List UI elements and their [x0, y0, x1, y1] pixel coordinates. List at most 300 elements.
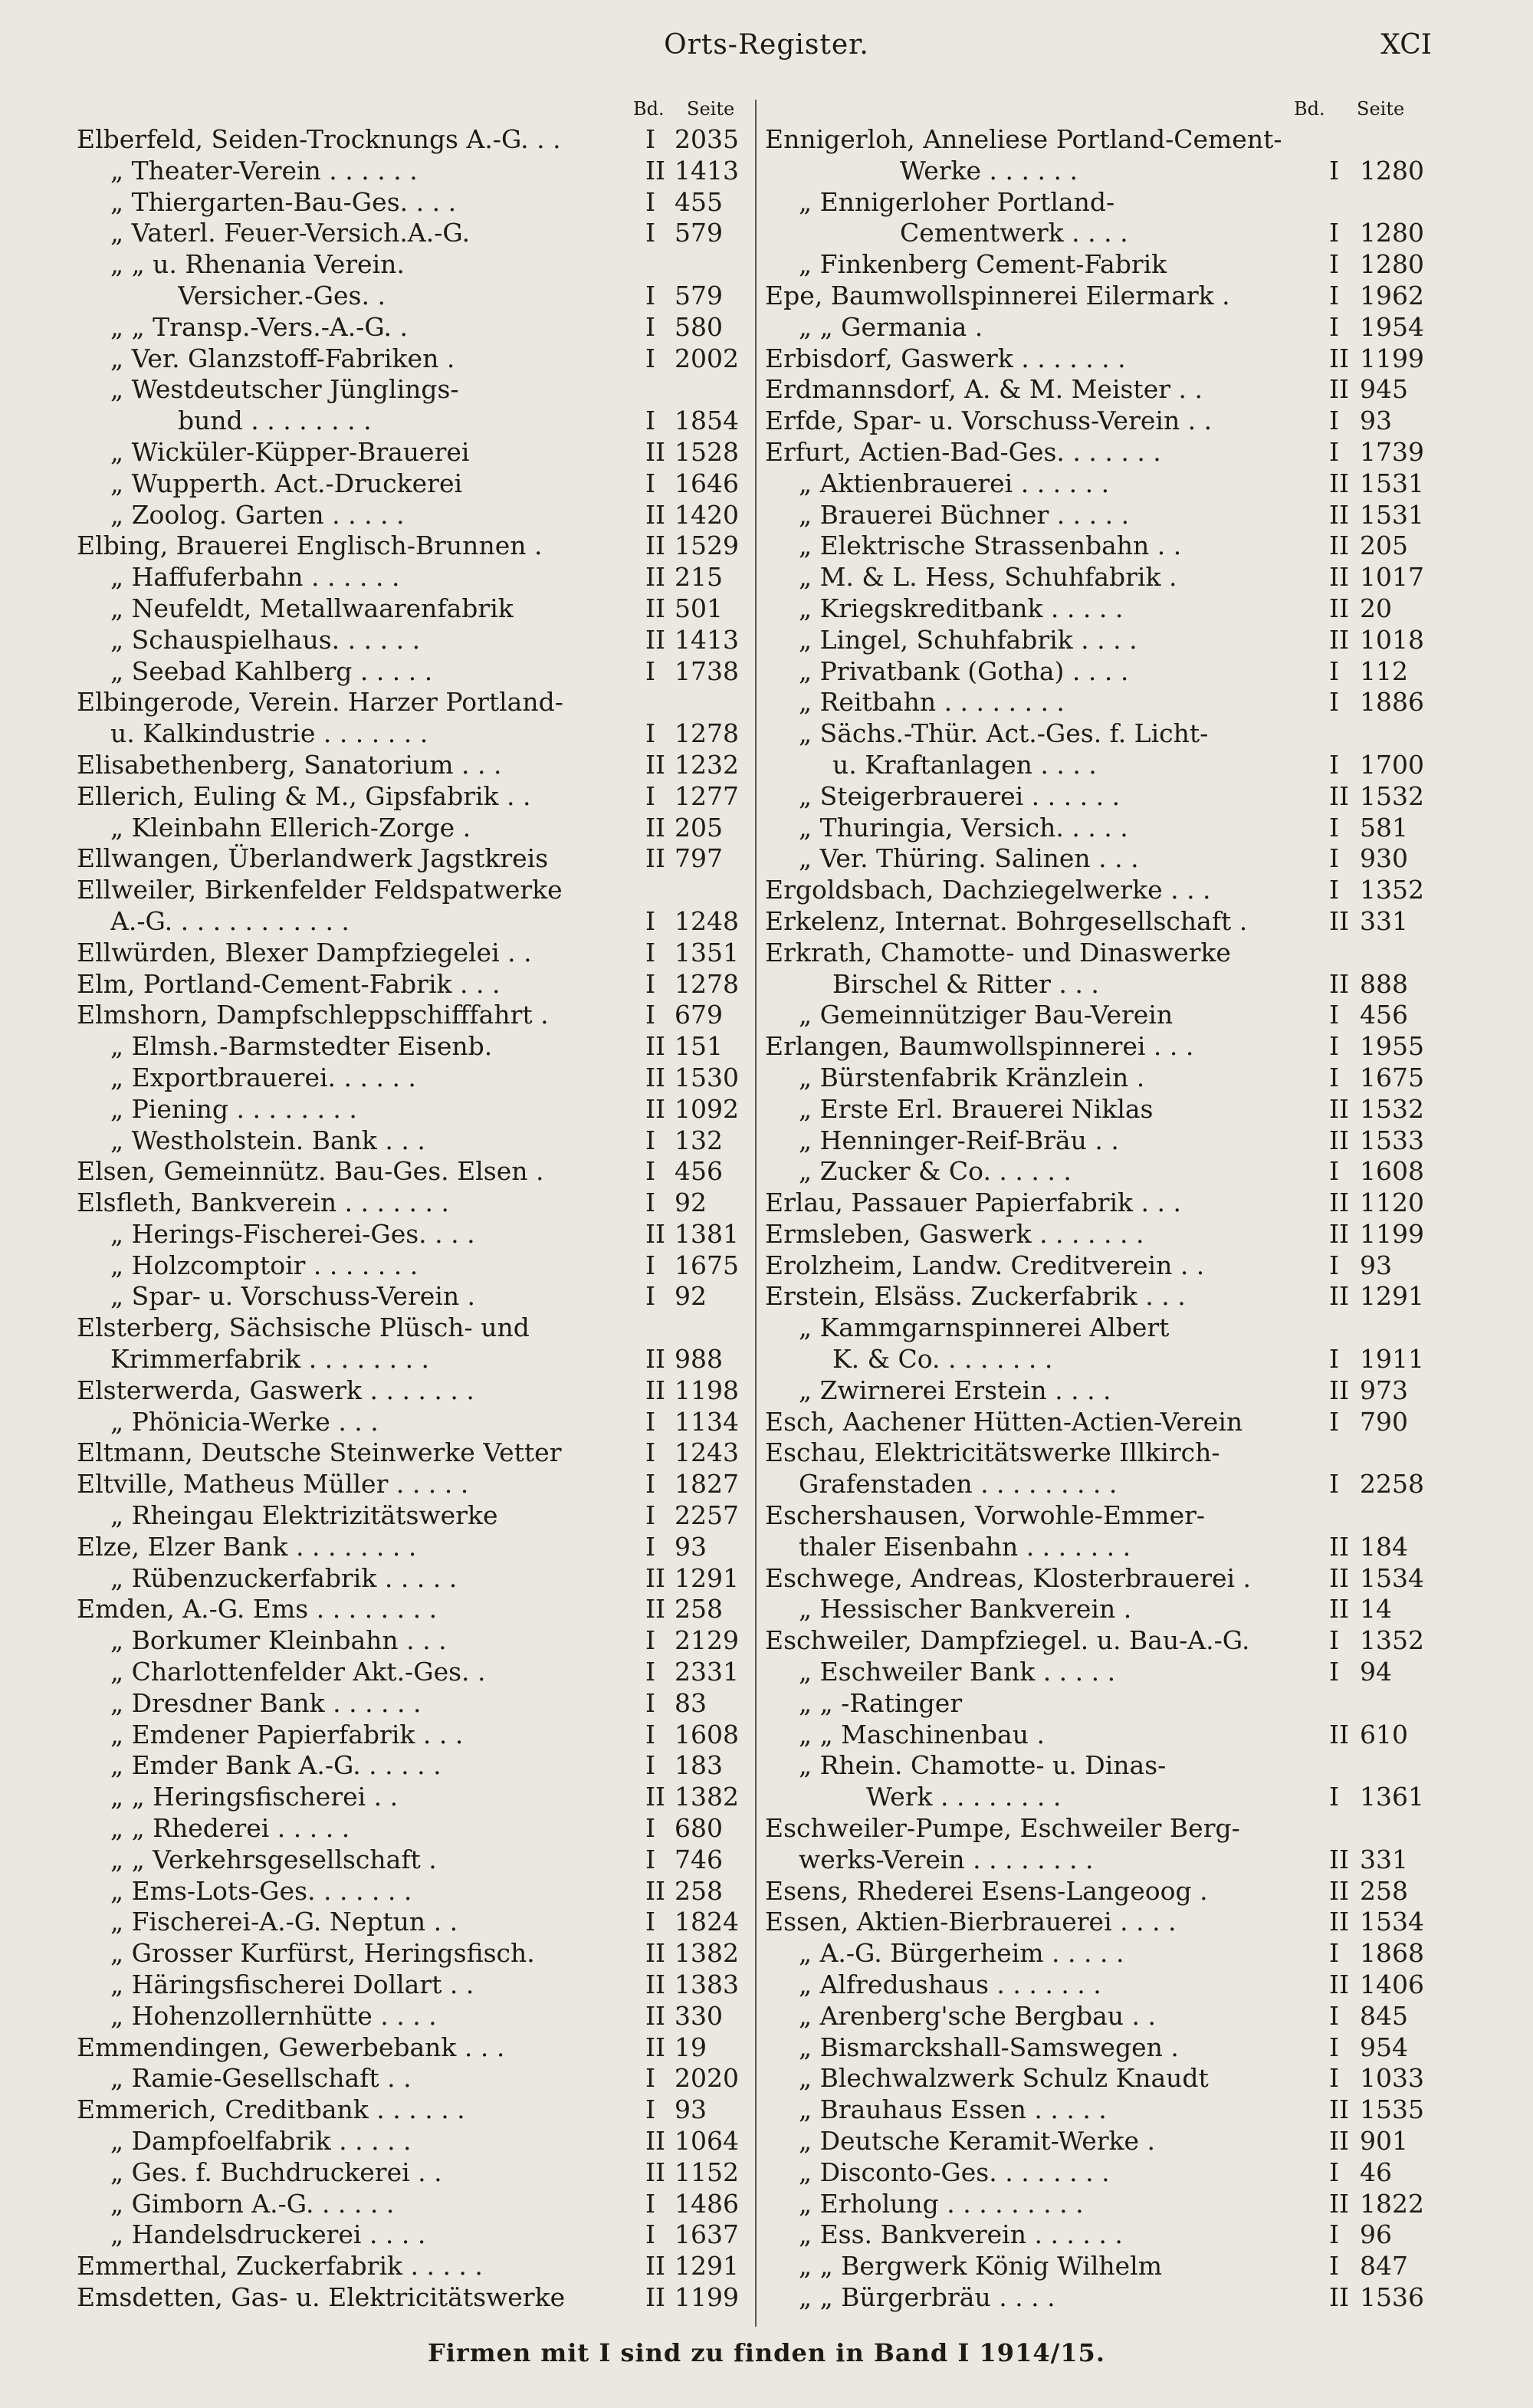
entry-text: Elsterwerda, Gaswerk . . . . . . . [77, 1375, 474, 1405]
entry-text: „ Zoolog. Garten . . . . . [110, 499, 405, 530]
entry-text: „ Alfredushaus . . . . . . . [799, 1969, 1101, 2000]
bd-column-label: Bd. [633, 98, 665, 120]
entry-page: 901 [1360, 2126, 1408, 2156]
entry-volume: II [645, 1062, 666, 1092]
entry-page: 1530 [675, 1062, 739, 1092]
entry-page: 258 [1360, 1875, 1408, 1906]
entry-volume: I [645, 1250, 656, 1280]
column-header [77, 98, 751, 124]
entry-text: „ „ -Ratinger [799, 1687, 963, 1718]
entry-page: 1277 [675, 780, 739, 811]
entry-page: 1532 [1360, 780, 1424, 811]
register-entry [765, 625, 1433, 656]
register-entry [765, 1594, 1433, 1625]
entry-volume: II [1329, 562, 1350, 593]
register-entry [77, 625, 751, 656]
entry-text: Ermsleben, Gaswerk . . . . . . . [765, 1218, 1144, 1249]
register-entry [765, 1720, 1433, 1751]
register-entry [77, 1094, 751, 1125]
register-entry [77, 2001, 751, 2032]
entry-page: 1886 [1360, 687, 1424, 718]
register-entry [765, 124, 1433, 156]
entry-text: Emmendingen, Gewerbebank . . . [77, 2032, 505, 2062]
entry-text: „ „ Verkehrsgesellschaft . [110, 1844, 437, 1874]
register-entry [765, 2189, 1433, 2220]
entry-text: Elmshorn, Dampfschleppschifffahrt . [77, 1000, 549, 1030]
register-entry [765, 938, 1433, 969]
entry-page: 1352 [1360, 875, 1424, 905]
register-entry [765, 843, 1433, 875]
entry-page: 1700 [1360, 749, 1424, 780]
register-entry [765, 1031, 1433, 1063]
entry-volume: II [1329, 1375, 1350, 1405]
entry-page: 1152 [675, 2157, 739, 2187]
entry-page: 92 [675, 1188, 707, 1218]
right-entry-list [765, 124, 1433, 2314]
entry-volume: I [1329, 812, 1340, 843]
entry-text: „ „ Heringsfischerei . . [110, 1782, 399, 1812]
entry-page: 1824 [675, 1907, 739, 1937]
entry-text: werks-Verein . . . . . . . . [799, 1844, 1094, 1874]
register-entry [77, 656, 751, 688]
entry-text: Elm, Portland-Cement-Fabrik . . . [77, 968, 501, 999]
entry-page: 1199 [1360, 1218, 1424, 1249]
entry-page: 1420 [675, 499, 739, 530]
entry-page: 456 [675, 1156, 723, 1187]
register-entry [765, 1750, 1433, 1782]
register-entry [765, 1500, 1433, 1532]
entry-text: Emsdetten, Gas- u. Elektricitätswerke [77, 2282, 566, 2312]
entry-text: Elsen, Gemeinnütz. Bau-Ges. Elsen . [77, 1156, 544, 1187]
register-entry [77, 1532, 751, 1563]
entry-text: Erdmannsdorf, A. & M. Meister . . [765, 374, 1203, 405]
entry-volume: II [1329, 905, 1350, 936]
entry-page: 888 [1360, 968, 1408, 999]
entry-text: „ Kriegskreditbank . . . . . [799, 593, 1124, 623]
seite-column-label: Seite [687, 98, 735, 120]
register-entry [765, 1845, 1433, 1876]
entry-volume: II [1329, 1844, 1350, 1874]
entry-page: 1352 [1360, 1625, 1424, 1656]
register-entry [765, 687, 1433, 718]
entry-page: 579 [675, 280, 723, 310]
entry-volume: I [645, 1437, 656, 1468]
entry-text: Werke . . . . . . [900, 155, 1078, 186]
entry-text: Erstein, Elsäss. Zuckerfabrik . . . [765, 1281, 1186, 1312]
entry-volume: I [1329, 875, 1340, 905]
entry-volume: II [645, 1594, 666, 1624]
register-entry [77, 687, 751, 718]
register-entry [765, 813, 1433, 844]
register-entry [765, 1000, 1433, 1031]
entry-text: Werk . . . . . . . . [866, 1782, 1062, 1812]
entry-text: „ Handelsdruckerei . . . . [110, 2219, 426, 2250]
entry-page: 1017 [1360, 562, 1424, 593]
register-entry [765, 1907, 1433, 1938]
entry-page: 1134 [675, 1406, 739, 1437]
entry-page: 1243 [675, 1437, 739, 1468]
entry-text: „ Seebad Kahlberg . . . . . [110, 655, 433, 686]
entry-volume: II [645, 812, 666, 843]
entry-volume: II [1329, 1531, 1350, 1562]
entry-text: thaler Eisenbahn . . . . . . . [799, 1531, 1131, 1562]
entry-page: 46 [1360, 2157, 1392, 2187]
entry-volume: II [645, 1031, 666, 1062]
register-entry [765, 1532, 1433, 1563]
entry-volume: II [1329, 1125, 1350, 1155]
register-entry [77, 1000, 751, 1031]
entry-text: Erlangen, Baumwollspinnerei . . . [765, 1031, 1194, 1062]
entry-volume: I [645, 968, 656, 999]
entry-volume: I [645, 1000, 656, 1030]
entry-volume: II [645, 2000, 666, 2031]
entry-text: Cementwerk . . . . [900, 218, 1128, 248]
entry-text: „ Thuringia, Versich. . . . . [799, 812, 1128, 843]
entry-text: Epe, Baumwollspinnerei Eilermark . [765, 280, 1230, 310]
register-entry [765, 1312, 1433, 1344]
register-entry [765, 906, 1433, 938]
entry-text: „ Neufeldt, Metallwaarenfabrik [110, 593, 514, 623]
entry-text: „ Gemeinnütziger Bau-Verein [799, 1000, 1174, 1030]
entry-text: „ Thiergarten-Bau-Ges. . . . [110, 186, 457, 217]
entry-page: 93 [675, 2094, 707, 2125]
right-column [765, 98, 1433, 2314]
entry-volume: II [645, 562, 666, 593]
entry-volume: II [1329, 2188, 1350, 2219]
entry-page: 1199 [675, 2282, 739, 2312]
entry-volume: II [645, 1938, 666, 1969]
entry-volume: II [645, 2157, 666, 2187]
entry-text: Erfde, Spar- u. Vorschuss-Verein . . [765, 406, 1213, 436]
entry-page: 1413 [675, 624, 739, 655]
entry-page: 680 [675, 1813, 723, 1844]
entry-page: 83 [675, 1687, 707, 1718]
entry-volume: II [645, 2126, 666, 2156]
register-entry [765, 281, 1433, 312]
entry-page: 1280 [1360, 249, 1424, 280]
register-entry [77, 781, 751, 813]
register-entry [765, 2001, 1433, 2032]
entry-volume: I [1329, 2157, 1340, 2187]
entry-volume: II [645, 1344, 666, 1375]
entry-text: „ Ems-Lots-Ges. . . . . . . [110, 1875, 412, 1906]
register-entry [765, 1688, 1433, 1720]
register-entry [765, 1969, 1433, 2001]
register-entry [765, 374, 1433, 406]
entry-text: „ Fischerei-A.-G. Neptun . . [110, 1907, 458, 1937]
entry-text: „ Gimborn A.-G. . . . . . [110, 2188, 395, 2219]
entry-volume: I [645, 1719, 656, 1749]
entry-page: 1955 [1360, 1031, 1424, 1062]
entry-volume: I [645, 1750, 656, 1781]
entry-text: Ellwangen, Überlandwerk Jagstkreis [77, 843, 549, 874]
register-entry [765, 2251, 1433, 2282]
entry-page: 790 [1360, 1406, 1408, 1437]
entry-volume: II [1329, 1969, 1350, 2000]
entry-page: 2258 [1360, 1469, 1424, 1500]
entry-text: Ellwürden, Blexer Dampfziegelei . . [77, 937, 532, 967]
entry-page: 1351 [675, 937, 739, 967]
register-entry [765, 781, 1433, 813]
register-entry [765, 1407, 1433, 1438]
entry-text: Krimmerfabrik . . . . . . . . [110, 1344, 430, 1375]
register-entry [77, 187, 751, 218]
entry-text: Esch, Aachener Hütten-Actien-Verein [765, 1406, 1243, 1437]
entry-volume: I [645, 2219, 656, 2250]
register-entry [765, 1782, 1433, 1813]
register-entry [77, 2126, 751, 2157]
register-entry [765, 1469, 1433, 1500]
register-entry [765, 562, 1433, 593]
page-title: Orts-Register. [664, 29, 869, 61]
entry-text: Erolzheim, Landw. Creditverein . . [765, 1250, 1205, 1280]
entry-page: 1962 [1360, 280, 1424, 310]
register-entry [77, 1500, 751, 1532]
entry-volume: I [645, 280, 656, 310]
register-entry [77, 124, 751, 156]
entry-text: „ Exportbrauerei. . . . . . [110, 1062, 416, 1092]
register-entry [77, 969, 751, 1000]
entry-text: Essen, Aktien-Bierbrauerei . . . . [765, 1907, 1177, 1937]
entry-page: 1534 [1360, 1907, 1424, 1937]
entry-volume: I [1329, 2000, 1340, 2031]
entry-page: 258 [675, 1594, 723, 1624]
register-entry [77, 1344, 751, 1375]
entry-volume: I [645, 186, 656, 217]
register-entry [765, 156, 1433, 187]
entry-volume: I [645, 311, 656, 342]
register-entry [765, 2126, 1433, 2157]
entry-text: „ „ Bergwerk König Wilhelm [799, 2251, 1163, 2282]
entry-text: „ Reitbahn . . . . . . . . [799, 687, 1065, 718]
entry-volume: I [645, 2063, 656, 2094]
entry-page: 456 [1360, 1000, 1408, 1030]
entry-text: „ Lingel, Schuhfabrik . . . . [799, 624, 1137, 655]
register-entry [77, 718, 751, 750]
register-entry [77, 1720, 751, 1751]
register-entry [765, 2157, 1433, 2189]
entry-volume: I [1329, 249, 1340, 280]
entry-text: Ellweiler, Birkenfelder Feldspatwerke [77, 875, 563, 905]
entry-volume: I [1329, 749, 1340, 780]
entry-page: 92 [675, 1281, 707, 1312]
register-entry [77, 2251, 751, 2282]
register-entry [765, 468, 1433, 500]
entry-text: Ergoldsbach, Dachziegelwerke . . . [765, 875, 1211, 905]
entry-page: 93 [1360, 406, 1392, 436]
entry-page: 1381 [675, 1218, 739, 1249]
register-entry [765, 2094, 1433, 2126]
entry-page: 1198 [675, 1375, 739, 1405]
register-entry [77, 1312, 751, 1344]
entry-page: 1646 [675, 468, 739, 498]
entry-page: 20 [1360, 593, 1392, 623]
register-entry [765, 2032, 1433, 2064]
entry-volume: I [1329, 1000, 1340, 1030]
bd-column-label: Bd. [1294, 98, 1325, 120]
entry-page: 2331 [675, 1657, 739, 1687]
register-entry [77, 156, 751, 187]
entry-page: 1278 [675, 718, 739, 749]
entry-text: Elze, Elzer Bank . . . . . . . . [77, 1531, 417, 1562]
register-entry [765, 1125, 1433, 1157]
entry-text: u. Kalkindustrie . . . . . . . [110, 718, 428, 749]
entry-text: „ Rübenzuckerfabrik . . . . . [110, 1562, 458, 1593]
entry-volume: I [645, 1657, 656, 1687]
register-entry [77, 468, 751, 500]
entry-text: „ Häringsfischerei Dollart . . [110, 1969, 474, 2000]
register-entry [77, 562, 751, 593]
entry-text: „ Ver. Glanzstoff-Fabriken . [110, 343, 455, 373]
entry-volume: II [1329, 780, 1350, 811]
register-entry [765, 656, 1433, 688]
register-entry [765, 1219, 1433, 1250]
entry-text: „ Bürstenfabrik Kränzlein . [799, 1062, 1145, 1092]
entry-volume: II [645, 1875, 666, 1906]
register-entry [765, 500, 1433, 531]
register-entry [77, 1750, 751, 1782]
register-entry [77, 843, 751, 875]
entry-page: 501 [675, 593, 723, 623]
entry-volume: II [1329, 624, 1350, 655]
register-entry [765, 1563, 1433, 1595]
column-divider [755, 100, 757, 2327]
entry-text: „ M. & L. Hess, Schuhfabrik . [799, 562, 1177, 593]
entry-page: 1033 [1360, 2063, 1424, 2094]
left-column [77, 98, 751, 2314]
entry-text: Erfurt, Actien-Bad-Ges. . . . . . . [765, 436, 1161, 467]
entry-volume: I [645, 1500, 656, 1531]
entry-text: „ „ Transp.-Vers.-A.-G. . [110, 311, 408, 342]
entry-page: 93 [675, 1531, 707, 1562]
register-entry [765, 1063, 1433, 1094]
entry-page: 2035 [675, 124, 739, 154]
register-entry [765, 1188, 1433, 1219]
entry-page: 1529 [675, 531, 739, 561]
entry-text: Elsterberg, Sächsische Plüsch- und [77, 1312, 530, 1343]
register-entry [77, 1469, 751, 1500]
entry-page: 973 [1360, 1375, 1408, 1405]
entry-page: 1534 [1360, 1562, 1424, 1593]
entry-text: „ Theater-Verein . . . . . . [110, 155, 418, 186]
entry-volume: I [1329, 1156, 1340, 1187]
register-entry [765, 437, 1433, 468]
entry-text: Eltville, Matheus Müller . . . . . [77, 1469, 469, 1500]
entry-volume: I [645, 1406, 656, 1437]
entry-text: „ Aktienbrauerei . . . . . . [799, 468, 1110, 498]
entry-text: „ Wicküler-Küpper-Brauerei [110, 436, 470, 467]
register-entry [765, 875, 1433, 906]
register-entry [77, 531, 751, 562]
entry-text: Elbingerode, Verein. Harzer Portland- [77, 687, 563, 718]
entry-volume: II [645, 499, 666, 530]
entry-page: 1536 [1360, 2282, 1424, 2312]
entry-volume: I [1329, 2219, 1340, 2250]
entry-page: 930 [1360, 843, 1408, 874]
register-entry [77, 218, 751, 249]
entry-text: Esens, Rhederei Esens-Langeoog . [765, 1875, 1208, 1906]
entry-text: „ Herings-Fischerei-Ges. . . . [110, 1218, 475, 1249]
entry-text: Elisabethenberg, Sanatorium . . . [77, 749, 502, 780]
entry-text: „ Emder Bank A.-G. . . . . . [110, 1750, 442, 1781]
entry-volume: I [1329, 1031, 1340, 1062]
entry-text: „ Haffuferbahn . . . . . . [110, 562, 400, 593]
entry-volume: II [1329, 1594, 1350, 1624]
register-entry [765, 1813, 1433, 1845]
entry-volume: II [645, 2032, 666, 2062]
entry-text: Erkrath, Chamotte- und Dinaswerke [765, 937, 1231, 967]
entry-page: 1739 [1360, 436, 1424, 467]
page-number: XCI [1380, 29, 1432, 61]
entry-volume: I [645, 1687, 656, 1718]
entry-volume: I [645, 780, 656, 811]
entry-volume: I [645, 937, 656, 967]
entry-volume: II [1329, 468, 1350, 498]
entry-text: „ Borkumer Kleinbahn . . . [110, 1625, 447, 1656]
entry-text: „ Dampfoelfabrik . . . . . [110, 2126, 412, 2156]
entry-page: 1291 [675, 1562, 739, 1593]
entry-page: 1486 [675, 2188, 739, 2219]
entry-volume: II [1329, 343, 1350, 373]
entry-page: 14 [1360, 1594, 1392, 1624]
entry-page: 1291 [675, 2251, 739, 2282]
entry-volume: I [645, 1531, 656, 1562]
entry-volume: I [645, 2094, 656, 2125]
entry-page: 1675 [675, 1250, 739, 1280]
entry-volume: II [1329, 1093, 1350, 1124]
entry-page: 1199 [1360, 343, 1424, 373]
entry-text: Eschwege, Andreas, Klosterbrauerei . [765, 1562, 1252, 1593]
entry-page: 746 [675, 1844, 723, 1874]
entry-text: Elberfeld, Seiden-Trocknungs A.-G. . . [77, 124, 561, 154]
entry-text: Elbing, Brauerei Englisch-Brunnen . [77, 531, 543, 561]
register-entry [77, 1938, 751, 1969]
entry-text: „ Dresdner Bank . . . . . . [110, 1687, 422, 1718]
entry-volume: I [645, 2188, 656, 2219]
entry-page: 19 [675, 2032, 707, 2062]
entry-text: Erlau, Passauer Papierfabrik . . . [765, 1188, 1181, 1218]
register-entry [77, 1437, 751, 1469]
register-entry [77, 406, 751, 437]
entry-text: Emmerich, Creditbank . . . . . . [77, 2094, 465, 2125]
entry-text: „ Finkenberg Cement-Fabrik [799, 249, 1167, 280]
entry-volume: I [1329, 1782, 1340, 1812]
register-entry [77, 1407, 751, 1438]
entry-page: 1280 [1360, 155, 1424, 186]
entry-page: 215 [675, 562, 723, 593]
entry-page: 580 [675, 311, 723, 342]
register-entry [77, 500, 751, 531]
entry-page: 205 [675, 812, 723, 843]
entry-volume: I [645, 1625, 656, 1656]
register-entry [77, 1625, 751, 1657]
entry-page: 847 [1360, 2251, 1408, 2282]
entry-volume: I [1329, 1938, 1340, 1969]
register-entry [765, 187, 1433, 218]
entry-text: „ Disconto-Ges. . . . . . . . [799, 2157, 1110, 2187]
entry-volume: II [1329, 1719, 1350, 1749]
entry-page: 1738 [675, 655, 739, 686]
entry-text: Erkelenz, Internat. Bohrgesellschaft . [765, 905, 1248, 936]
entry-page: 132 [675, 1125, 723, 1155]
register-entry [77, 2032, 751, 2064]
left-entry-list [77, 124, 751, 2314]
entry-text: „ Erste Erl. Brauerei Niklas [799, 1093, 1154, 1124]
register-entry [77, 750, 751, 781]
entry-text: „ Arenberg'sche Bergbau . . [799, 2000, 1156, 2031]
entry-text: Erbisdorf, Gaswerk . . . . . . . [765, 343, 1126, 373]
entry-volume: I [645, 1188, 656, 1218]
